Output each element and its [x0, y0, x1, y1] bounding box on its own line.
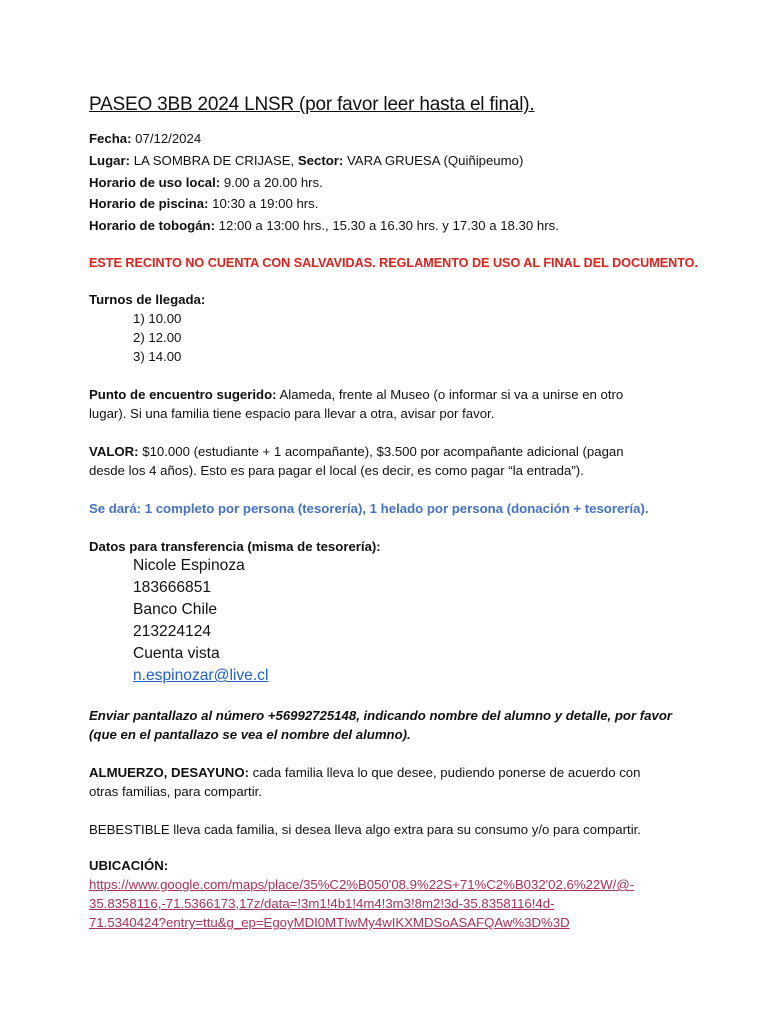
horario-piscina-line: Horario de piscina: 10:30 a 19:00 hrs.	[89, 196, 319, 211]
map-link-line-3[interactable]: 71.5340424?entry=ttu&g_ep=EgoyMDI0MTIwMy4wIKXMDSoASAFQAw%3D%3D	[89, 915, 570, 930]
turno-item: 3) 14.00	[133, 349, 182, 364]
transfer-name: Nicole Espinoza	[133, 557, 245, 574]
turno-item: 2) 12.00	[133, 330, 182, 345]
almuerzo-line-2: otras familias, para compartir.	[89, 784, 262, 799]
page-title: PASEO 3BB 2024 LNSR (por favor leer hasta el final).	[89, 94, 535, 115]
bebestible-text: BEBESTIBLE lleva cada familia, si desea lleva algo extra para su consumo y/o para compartir.	[89, 822, 641, 837]
ubicacion-label: UBICACIÓN:	[89, 858, 169, 873]
warning-text: ESTE RECINTO NO CUENTA CON SALVAVIDAS. REGLAMENTO DE USO AL FINAL DEL DOCUMENTO.	[89, 256, 698, 270]
transfer-account: 213224124	[133, 623, 212, 640]
se-dara-text: Se dará: 1 completo por persona (tesorería), 1 helado por persona (donación + tesorería).	[89, 501, 649, 516]
transfer-bank: Banco Chile	[133, 601, 218, 618]
transfer-label: Datos para transferencia (misma de tesorería):	[89, 539, 381, 554]
transfer-rut: 183666851	[133, 579, 212, 596]
horario-tobogan-line: Horario de tobogán: 12:00 a 13:00 hrs., 15.30 a 16.30 hrs. y 17.30 a 18.30 hrs.	[89, 218, 559, 233]
turnos-label: Turnos de llegada:	[89, 292, 206, 307]
valor-line-1: VALOR: $10.000 (estudiante + 1 acompañante), $3.500 por acompañante adicional (pagan	[89, 444, 624, 459]
almuerzo-line-1: ALMUERZO, DESAYUNO: cada familia lleva lo que desee, pudiendo ponerse de acuerdo con	[89, 765, 641, 780]
horario-local-line: Horario de uso local: 9.00 a 20.00 hrs.	[89, 175, 323, 190]
turno-item: 1) 10.00	[133, 311, 182, 326]
transfer-email-link[interactable]: n.espinozar@live.cl	[133, 667, 269, 684]
enviar-line-1: Enviar pantallazo al número +56992725148, indicando nombre del alumno y detalle, por favor	[89, 708, 673, 723]
enviar-line-2: (que en el pantallazo se vea el nombre del alumno).	[89, 727, 411, 742]
map-link-line-1[interactable]: https://www.google.com/maps/place/35%C2%B050'08.9%22S+71%C2%B032'02.6%22W/@-	[89, 877, 635, 892]
valor-line-2: desde los 4 años). Esto es para pagar el local (es decir, es como pagar “la entrada”).	[89, 463, 584, 478]
map-link-line-2[interactable]: 35.8358116,-71.5366173,17z/data=!3m1!4b1!4m4!3m3!8m2!3d-35.8358116!4d-	[89, 896, 555, 911]
transfer-account-type: Cuenta vista	[133, 645, 220, 662]
lugar-line: Lugar: LA SOMBRA DE CRIJASE, Sector: VARA GRUESA (Quiñipeumo)	[89, 153, 524, 168]
punto-encuentro-line-2: lugar). Si una familia tiene espacio para llevar a otra, avisar por favor.	[89, 406, 495, 421]
fecha-line: Fecha: 07/12/2024	[89, 131, 202, 146]
punto-encuentro-line-1: Punto de encuentro sugerido: Alameda, frente al Museo (o informar si va a unirse en otro	[89, 387, 624, 402]
